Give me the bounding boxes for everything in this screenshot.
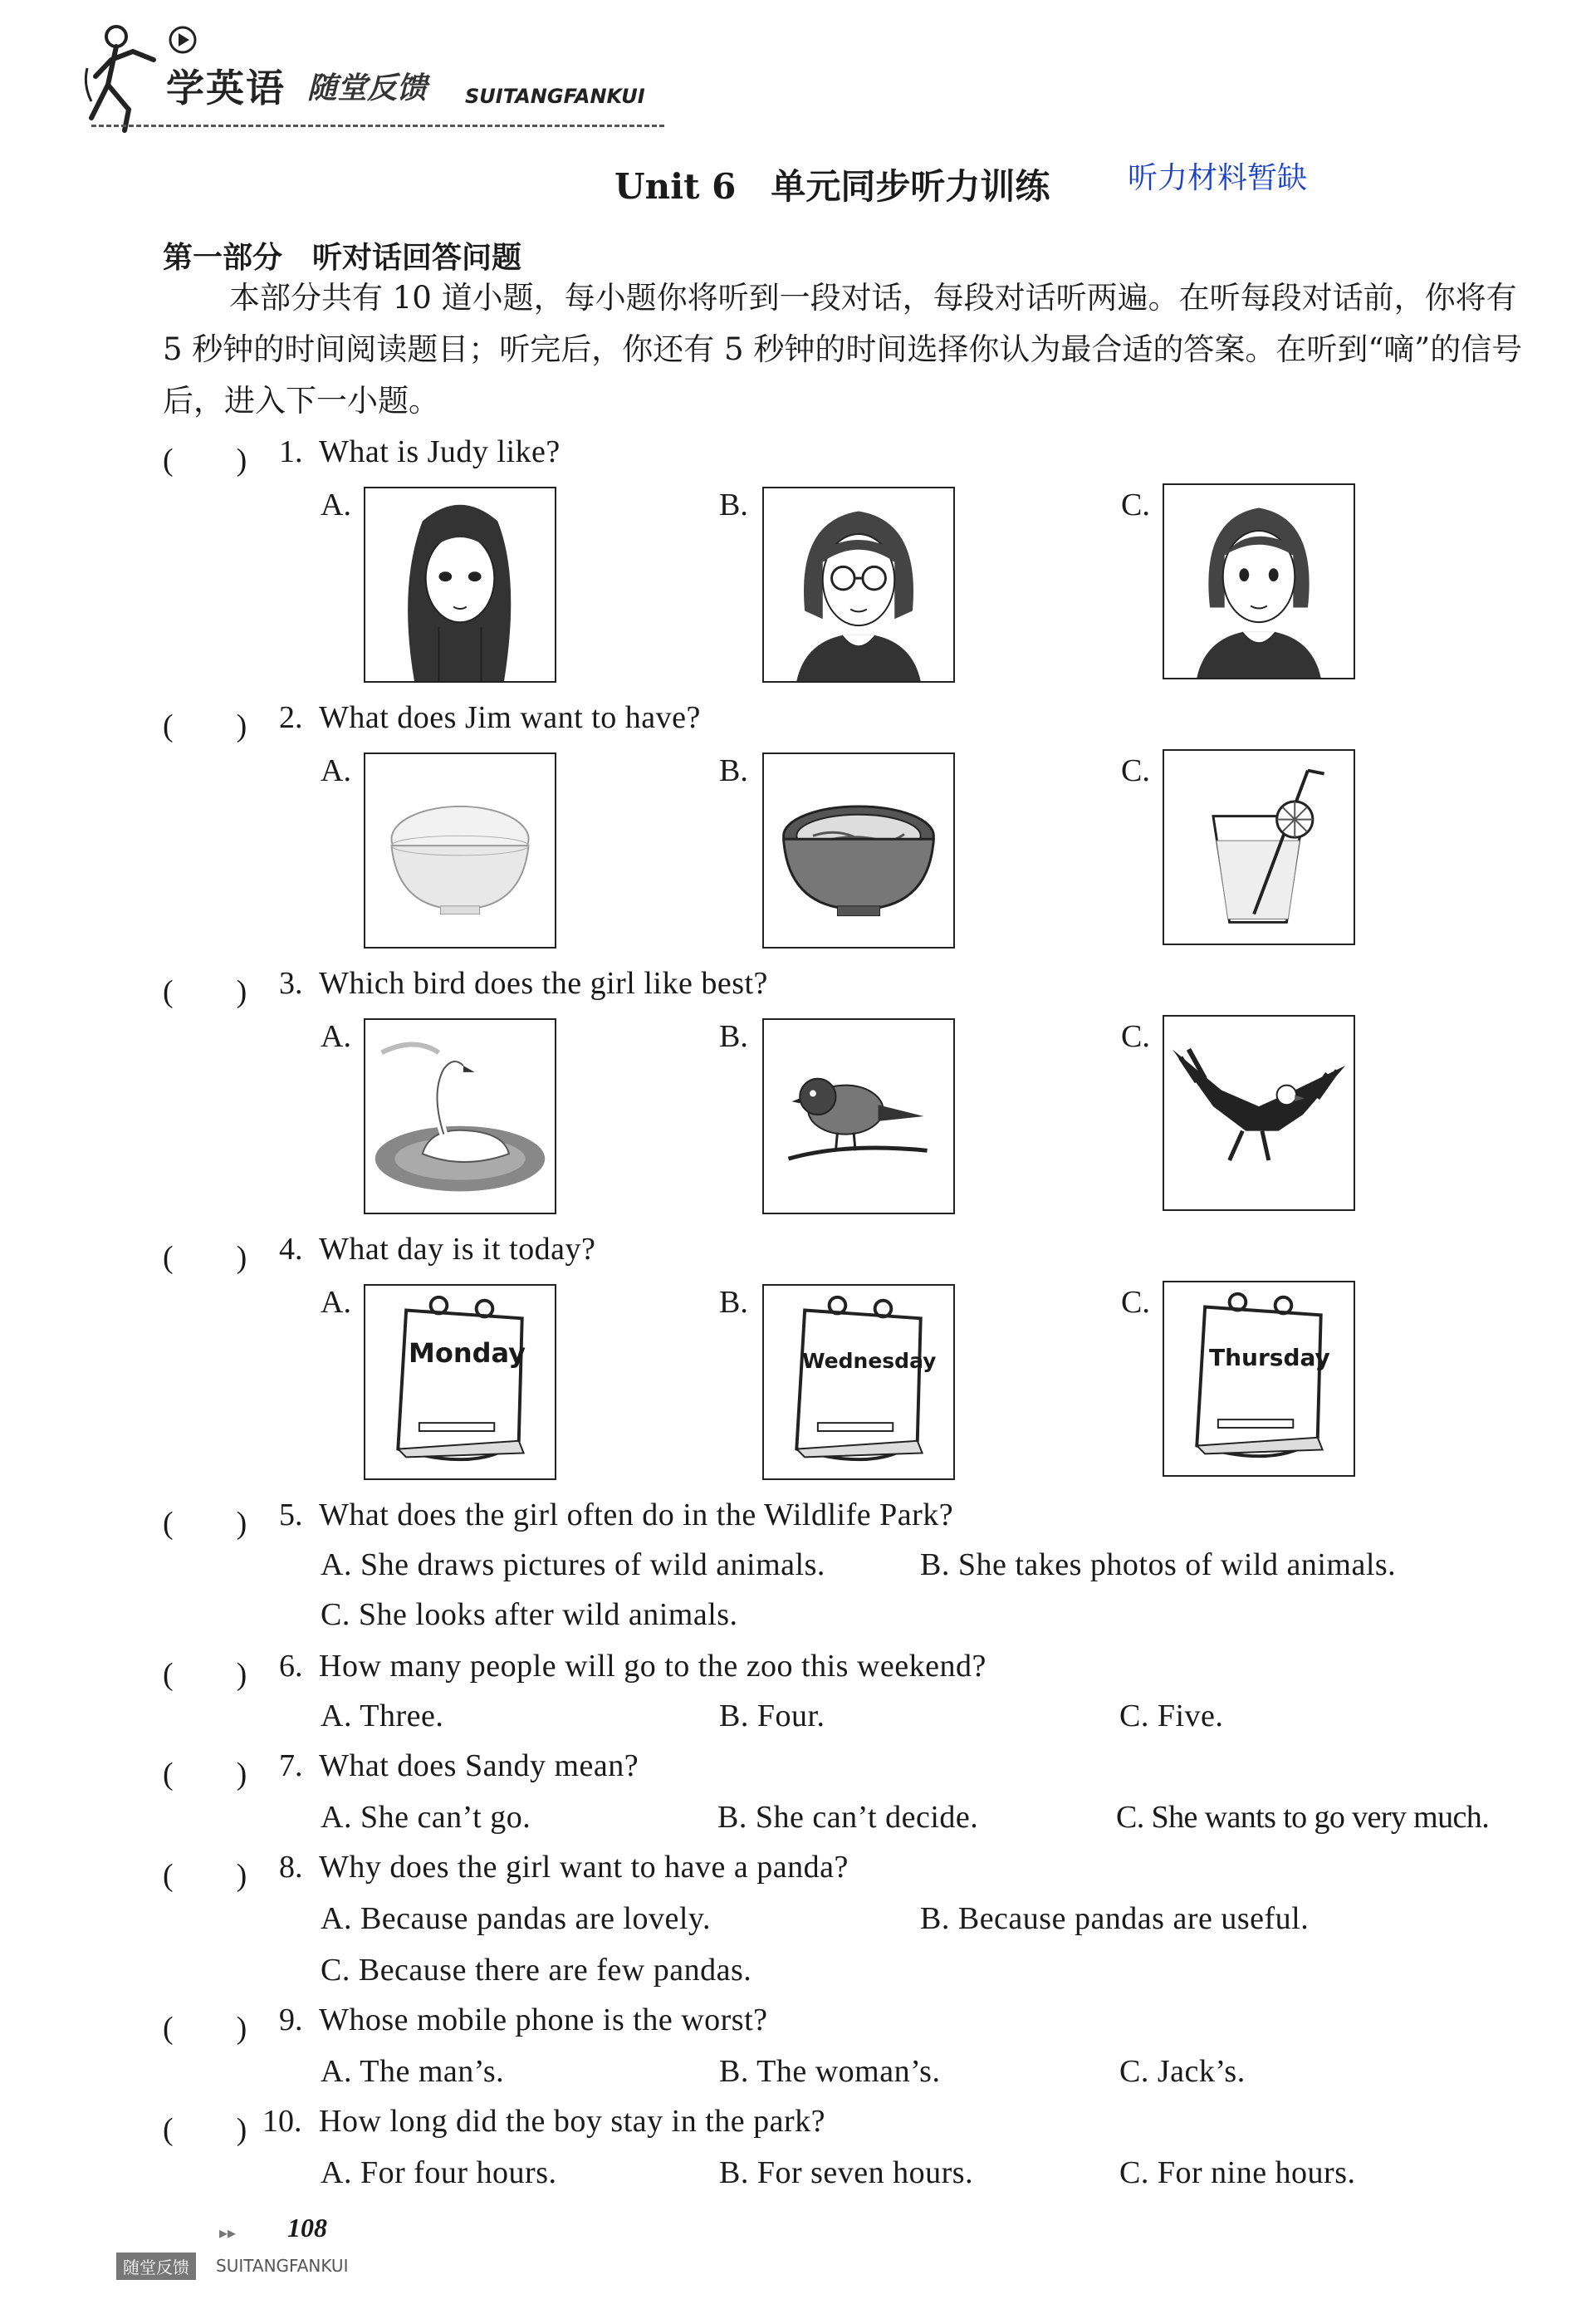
- play-icon: [168, 25, 198, 55]
- logo-subtitle: 随堂反馈: [307, 71, 428, 105]
- answer-blank[interactable]: ( ): [163, 708, 247, 743]
- calendar-day-label: Wednesday: [802, 1349, 937, 1373]
- calendar-icon: [764, 1286, 953, 1478]
- option-a[interactable]: A. Because pandas are lovely.: [321, 1901, 711, 1936]
- logo-title: 学英语: [166, 66, 286, 110]
- question-text: What does Jim want to have?: [319, 700, 701, 735]
- noodle-bowl-icon: [764, 754, 953, 947]
- section-heading: 第一部分 听对话回答问题: [163, 241, 522, 275]
- option-a[interactable]: A. She draws pictures of wild animals.: [321, 1547, 825, 1582]
- question-text: How long did the boy stay in the park?: [319, 2104, 826, 2139]
- calendar-day-label: Thursday: [1209, 1344, 1330, 1371]
- girl-with-glasses-icon: [764, 488, 953, 681]
- option-image[interactable]: [364, 487, 556, 683]
- option-b[interactable]: B. For seven hours.: [719, 2155, 974, 2190]
- option-letter: A.: [321, 1019, 351, 1054]
- question-text: What day is it today?: [319, 1232, 596, 1267]
- option-letter: B.: [719, 488, 748, 522]
- header-logo: [83, 18, 681, 135]
- option-image[interactable]: [364, 752, 556, 949]
- option-letter: A.: [321, 753, 351, 788]
- option-letter: B.: [719, 753, 748, 788]
- question-number: 3.: [279, 966, 303, 1001]
- answer-blank[interactable]: ( ): [163, 1858, 247, 1893]
- option-a[interactable]: A. The man’s.: [321, 2054, 505, 2089]
- page-footer: [116, 2211, 415, 2286]
- option-b[interactable]: B. The woman’s.: [719, 2054, 941, 2089]
- option-image[interactable]: [364, 1284, 556, 1480]
- logo-english: SUITANGFANKUI: [465, 85, 645, 108]
- option-image[interactable]: [1163, 749, 1355, 945]
- option-a[interactable]: A. For four hours.: [321, 2155, 557, 2190]
- page-number: 108: [287, 2213, 327, 2243]
- question-number: 7.: [279, 1748, 303, 1783]
- answer-blank[interactable]: ( ): [163, 1757, 247, 1792]
- rice-bowl-icon: [365, 754, 555, 947]
- handwritten-note: 听力材料暂缺: [1128, 161, 1308, 195]
- long-hair-girl-icon: [365, 488, 555, 681]
- calendar-day-label: Monday: [409, 1337, 526, 1369]
- question-number: 10.: [262, 2104, 302, 2139]
- question-text: Which bird does the girl like best?: [319, 966, 768, 1001]
- answer-blank[interactable]: ( ): [163, 443, 247, 478]
- option-image[interactable]: [762, 1018, 955, 1214]
- question-number: 2.: [279, 700, 303, 735]
- option-image[interactable]: [762, 1284, 955, 1480]
- question-number: 9.: [279, 2003, 303, 2037]
- answer-blank[interactable]: ( ): [163, 1657, 247, 1692]
- option-image[interactable]: [762, 487, 955, 683]
- option-letter: C.: [1121, 753, 1150, 788]
- option-image[interactable]: [762, 752, 955, 949]
- question-text: Why does the girl want to have a panda?: [319, 1850, 849, 1885]
- option-letter: A.: [321, 488, 351, 522]
- answer-blank[interactable]: ( ): [163, 2011, 247, 2046]
- swan-icon: [365, 1020, 555, 1213]
- option-c[interactable]: C. Jack’s.: [1119, 2054, 1246, 2089]
- question-number: 4.: [279, 1232, 303, 1267]
- option-c[interactable]: C. She looks after wild animals.: [321, 1597, 738, 1632]
- option-a[interactable]: A. She can’t go.: [321, 1800, 531, 1835]
- option-a[interactable]: A. Three.: [321, 1699, 444, 1733]
- arrow-icon: ▸▸: [219, 2223, 237, 2243]
- calendar-icon: [365, 1286, 555, 1478]
- question-number: 1.: [279, 434, 303, 469]
- answer-blank[interactable]: ( ): [163, 2112, 247, 2147]
- question-number: 6.: [279, 1649, 303, 1684]
- calendar-icon: [1164, 1282, 1354, 1475]
- short-hair-girl-icon: [1164, 485, 1354, 678]
- option-letter: A.: [321, 1285, 351, 1320]
- section-instructions: 本部分共有 10 道小题，每小题你将听到一段对话，每段对话听两遍。在听每段对话前，你将有 5 秒钟的时间阅读题目；听完后，你还有 5 秒钟的时间选择你认为最合适的答案。在听到“嘀”的信号后，进入下一小题。: [163, 280, 1523, 419]
- answer-blank[interactable]: ( ): [163, 974, 247, 1009]
- option-image[interactable]: [1163, 1281, 1355, 1477]
- option-b[interactable]: B. Because pandas are useful.: [920, 1901, 1310, 1936]
- option-b[interactable]: B. Four.: [719, 1699, 825, 1733]
- option-c[interactable]: C. Five.: [1119, 1699, 1224, 1733]
- eagle-icon: [1164, 1017, 1354, 1209]
- option-image[interactable]: [1163, 1015, 1355, 1211]
- runner-icon: [83, 18, 174, 135]
- page-title: Unit 6 单元同步听力训练: [614, 166, 1050, 207]
- option-c[interactable]: C. She wants to go very much.: [1116, 1800, 1490, 1835]
- answer-blank[interactable]: ( ): [163, 1506, 247, 1541]
- option-b[interactable]: B. She can’t decide.: [717, 1800, 979, 1835]
- option-c[interactable]: C. For nine hours.: [1119, 2155, 1356, 2190]
- footer-label: 随堂反馈: [116, 2253, 196, 2280]
- option-c[interactable]: C. Because there are few pandas.: [321, 1953, 752, 1988]
- option-letter: B.: [719, 1019, 748, 1054]
- option-b[interactable]: B. She takes photos of wild animals.: [920, 1547, 1397, 1582]
- option-letter: C.: [1121, 488, 1150, 522]
- option-image[interactable]: [1163, 483, 1355, 679]
- option-image[interactable]: [364, 1018, 556, 1214]
- option-letter: B.: [719, 1285, 748, 1320]
- question-number: 5.: [279, 1498, 303, 1532]
- header-divider: [91, 125, 664, 127]
- option-letter: C.: [1121, 1019, 1150, 1054]
- answer-blank[interactable]: ( ): [163, 1240, 247, 1275]
- option-letter: C.: [1121, 1285, 1150, 1320]
- sparrow-icon: [764, 1020, 953, 1213]
- question-text: How many people will go to the zoo this weekend?: [319, 1649, 986, 1684]
- question-text: What is Judy like?: [319, 434, 561, 469]
- question-number: 8.: [279, 1850, 303, 1885]
- juice-glass-icon: [1164, 751, 1354, 944]
- footer-label-english: SUITANGFANKUI: [216, 2256, 349, 2276]
- question-text: Whose mobile phone is the worst?: [319, 2003, 768, 2037]
- question-text: What does Sandy mean?: [319, 1748, 639, 1783]
- question-text: What does the girl often do in the Wildlife Park?: [319, 1498, 954, 1532]
